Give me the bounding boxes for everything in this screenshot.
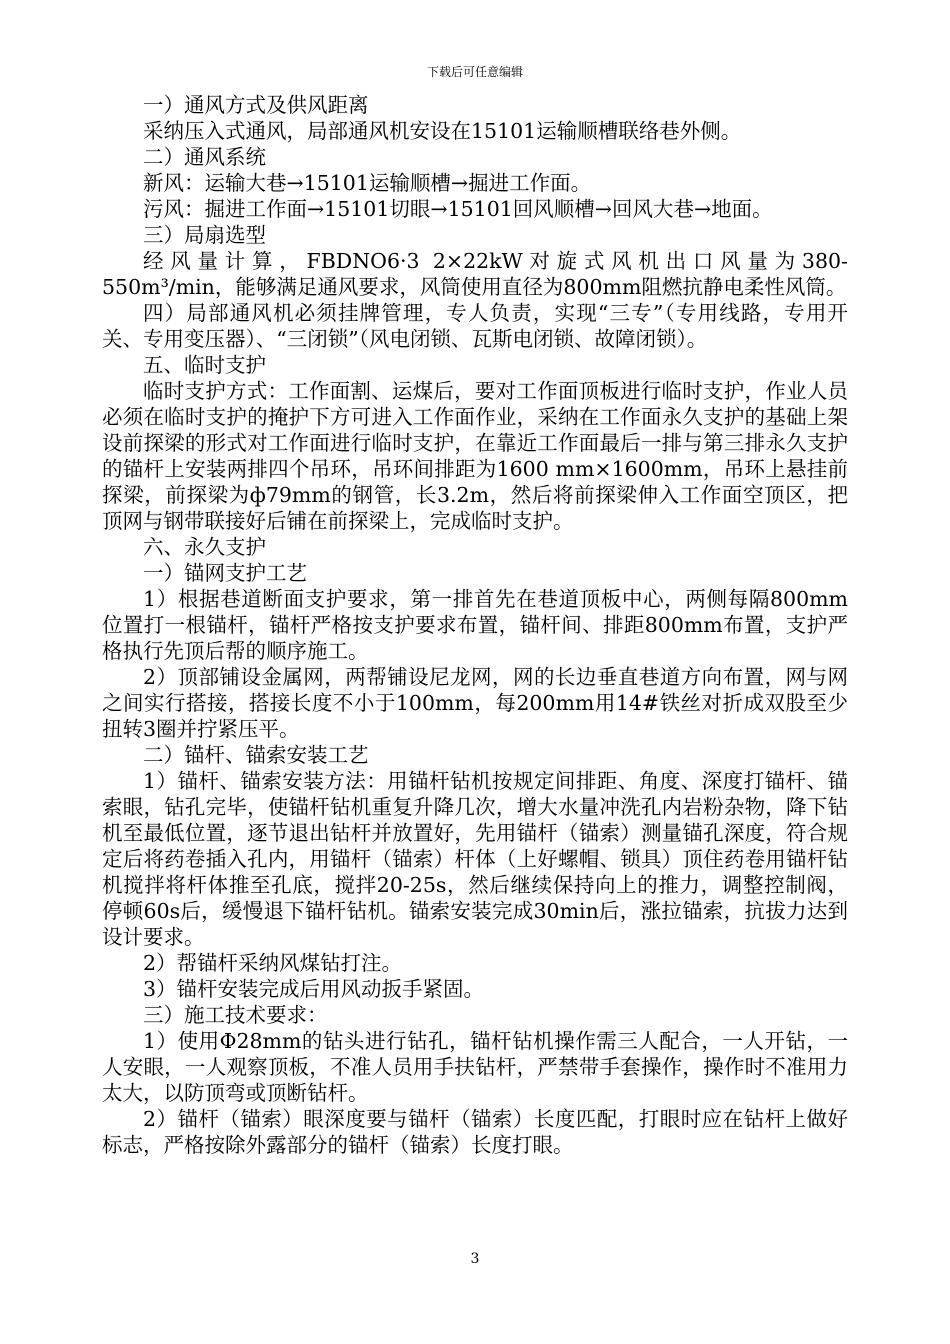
paragraph: 2）顶部铺设金属网，两帮铺设尼龙网，网的长边垂直巷道方向布置，网与网之间实行搭接，搭接长度不小于100mm，每200mm用14#铁丝对折成双股至少扭转3圈并拧紧压平。: [102, 665, 848, 741]
paragraph: 2）锚杆（锚索）眼深度要与锚杆（锚索）长度匹配，打眼时应在钻杆上做好标志，严格按除外露部分的锚杆（锚索）长度打眼。: [102, 1107, 848, 1157]
paragraph: 3）锚杆安装完成后用风动扳手紧固。: [143, 977, 485, 1001]
paragraph: 1）使用Φ28mm的钻头进行钻孔，锚杆钻机操作需三人配合，一人开钻，一人安眼，一人观察顶板，不准人员用手扶钻杆，严禁带手套操作，操作时不准用力太大，以防顶弯或顶断钻杆。: [102, 1029, 848, 1105]
paragraph: 污风：掘进工作面→15101切眼→15101回风顺槽→回风大巷→地面。: [143, 197, 773, 221]
section-heading: 三）施工技术要求：: [143, 1003, 328, 1027]
page-header: 下载后可任意编辑: [426, 65, 523, 79]
paragraph: 1）锚杆、锚索安装方法：用锚杆钻机按规定间排距、角度、深度打锚杆、锚索眼，钻孔完毕，使锚杆钻机重复升降几次，增大水量冲洗孔内岩粉杂物，降下钻机至最低位置，逐节退出钻杆并放置好，先用锚杆（锚索）测量锚孔深度，符合规定后将药卷插入孔内，用锚杆（锚索）杆体（上好螺帽、锁具）顶住药卷用锚杆钻机搅拌将杆体推至孔底，搅拌20-25s，然后继续保持向上的推力，调整控制阀，停顿60s后，缓慢退下锚杆钻机。锚索安装完成30min后，涨拉锚索，抗拔力达到设计要求。: [102, 769, 848, 949]
section-heading: 一）通风方式及供风距离: [143, 93, 369, 117]
paragraph: 临时支护方式：工作面割、运煤后，要对工作面顶板进行临时支护，作业人员必须在临时支护的掩护下方可进入工作面作业，采纳在工作面永久支护的基础上架设前探梁的形式对工作面进行临时支护，在靠近工作面最后一排与第三排永久支护的锚杆上安装两排四个吊环，吊环间排距为1600 mm×1600mm，吊环上悬挂前探梁，前探梁为ф79mm的钢管，长3.2m，然后将前探梁伸入工作面空顶区，把顶网与钢带联接好后铺在前探梁上，完成临时支护。: [102, 379, 848, 533]
section-heading: 一）锚网支护工艺: [143, 561, 307, 585]
paragraph: 四）局部通风机必须挂牌管理，专人负责，实现“三专”（专用线路，专用开关、专用变压器）、“三闭锁”（风电闭锁、瓦斯电闭锁、故障闭锁）。: [102, 301, 848, 351]
section-heading: 六、永久支护: [143, 535, 266, 559]
section-heading: 二）锚杆、锚索安装工艺: [143, 743, 369, 767]
section-heading: 五、临时支护: [143, 353, 266, 377]
paragraph: 1）根据巷道断面支护要求，第一排首先在巷道顶板中心，两侧每隔800mm位置打一根锚杆，锚杆严格按支护要求布置，锚杆间、排距800mm布置，支护严格执行先顶后帮的顺序施工。: [102, 587, 848, 663]
paragraph: 经风量计算，FBDNO6·3 2×22kW对旋式风机出口风量为380-550m³/min，能够满足通风要求，风筒使用直径为800mm阻燃抗静电柔性风筒。: [102, 249, 848, 299]
section-heading: 二）通风系统: [143, 145, 266, 169]
paragraph: 新风：运输大巷→15101运输顺槽→掘进工作面。: [143, 171, 592, 195]
section-heading: 三）局扇选型: [143, 223, 266, 247]
page-number: 3: [470, 1251, 480, 1267]
document-body: [102, 92, 848, 1158]
paragraph: 2）帮锚杆采纳风煤钻打注。: [143, 951, 403, 975]
paragraph: 采纳压入式通风，局部通风机安设在15101运输顺槽联络巷外侧。: [143, 119, 742, 143]
